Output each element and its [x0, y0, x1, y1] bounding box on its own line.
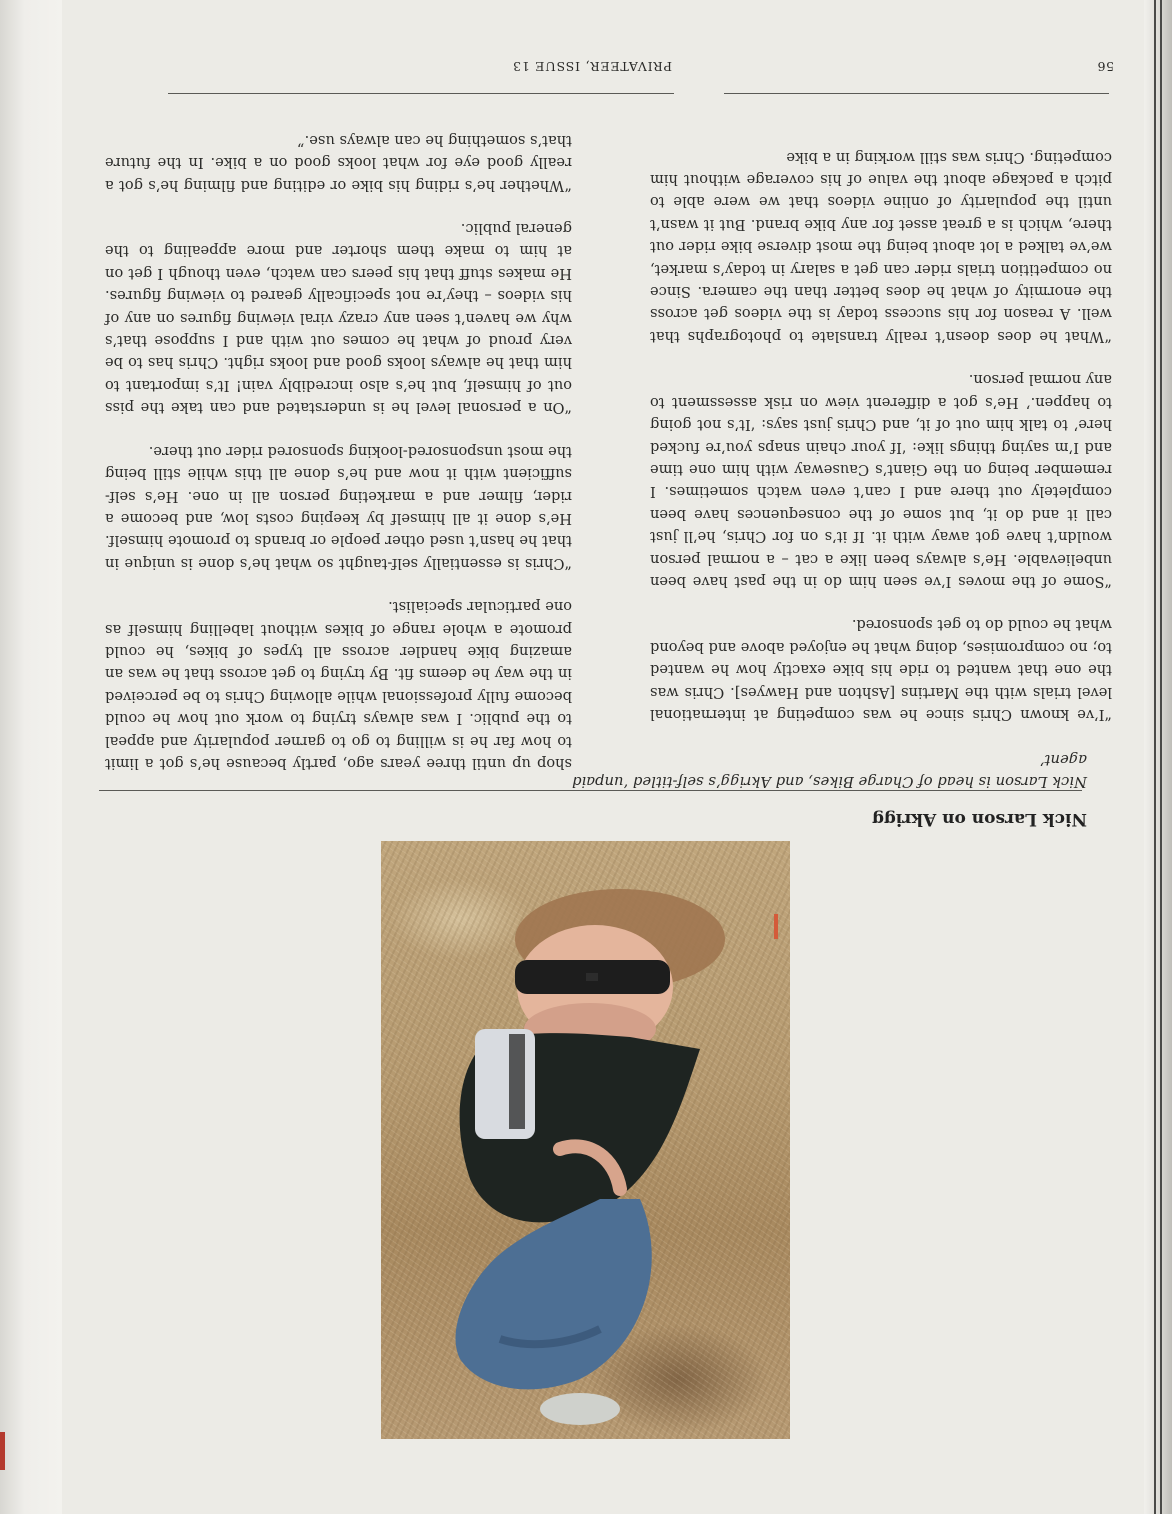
sunglasses-bridge	[586, 973, 598, 981]
paragraph: “What he does doesn’t really translate to photographs that well. A reason for his success today is the videos get across the enormity of what he does better than the camera. Since no competition trials rider can get a salary in today’s market, we’ve talked a lot about being the most diverse bike rider out there, which is a great asset for any bike brand. But it wasn’t until the popularity of online videos that we were able to pitch a package about the value of his coverage without him competing. Chris was still working in a bike	[650, 148, 1112, 345]
jeans	[456, 1199, 652, 1389]
paragraph: shop up until three years ago, partly because he’s got a limit to how far he is willing to go to garner popularity and appeal to the public. I was always trying to work out how he could become fully professional while allowing Chris to be perceived in the way he deems fit. By trying to get across that he was an amazing bike handler across all types of bikes, he could promote a whole range of bikes without labelling himself as one particular specialist.	[105, 598, 572, 772]
text-column-right	[105, 107, 572, 774]
person-illustration	[381, 841, 790, 1439]
header-rule	[724, 93, 1109, 94]
paragraph: “I’ve known Chris since he was competing at international level trials with the Martins [Ashton and Hawyes]. Chris was the one that wanted to ride his bike exactly how he wanted to; no compromises, doing what he enjoyed above and beyond what he could do to get sponsored.	[650, 616, 1112, 723]
paragraph: “Some of the moves I’ve seen him do in the past have been unbelievable. He’s always been like a cat – a normal person wouldn’t have got away with it. If it’s on for Chris, he’ll just call it and do it, but some of the consequences have been completely out there and I can’t even watch sometimes. I remember being on the Giant’s Causeway with him one time and I’m saying things like: ‘If your chain snaps you’re fucked here’ to talk him out of it, and Chris just says: ‘It’s not going to happen.’ He’s got a different view on risk assessment to any normal person.	[650, 371, 1112, 590]
header-rule	[168, 93, 674, 94]
publication-issue: PRIVATEER, ISSUE 13	[512, 59, 672, 74]
shoe	[540, 1393, 620, 1425]
paragraph: “Whether he’s riding his bike or editing and filming he’s got a really good eye for what looks good on a bike. In the future that’s something he can always use.”	[105, 131, 572, 194]
paragraph: “Chris is essentially self-taught so what he’s done is unique in that he hasn’t used other people or brands to promote himself. He’s done it all himself by keeping costs low, and become a rider, filmer and a marketing person all in one. He’s self-sufficient with it now and he’s done all this while still being the most unsponsored-looking sponsored rider out there.	[105, 442, 572, 572]
text-column-left	[650, 124, 1112, 725]
portrait-photo	[381, 841, 790, 1439]
page-number: 56	[1096, 59, 1114, 74]
strap-detail	[509, 1034, 525, 1129]
paragraph: “On a personal level he is understated and can take the piss out of himself, but he’s also incredibly vain! It’s important to him that he always looks good and looks right. Chris has to be very proud of what he comes out with and I suppose that’s why we haven’t seen any crazy viral viewing figures on any of his videos – they’re not specifically geared to viewing figures. He makes stuff that his peers can watch, even though I get on at him to make them shorter and more appealing to the general public.	[105, 220, 572, 417]
ground-object	[774, 914, 778, 939]
article-intro: Nick Larson is head of Charge Bikes, and Akrigg’s self-titled ‘unpaid agent’	[571, 751, 1087, 790]
backpack-strap	[475, 1029, 535, 1139]
article-heading: Nick Larson on Akrigg	[872, 809, 1087, 829]
